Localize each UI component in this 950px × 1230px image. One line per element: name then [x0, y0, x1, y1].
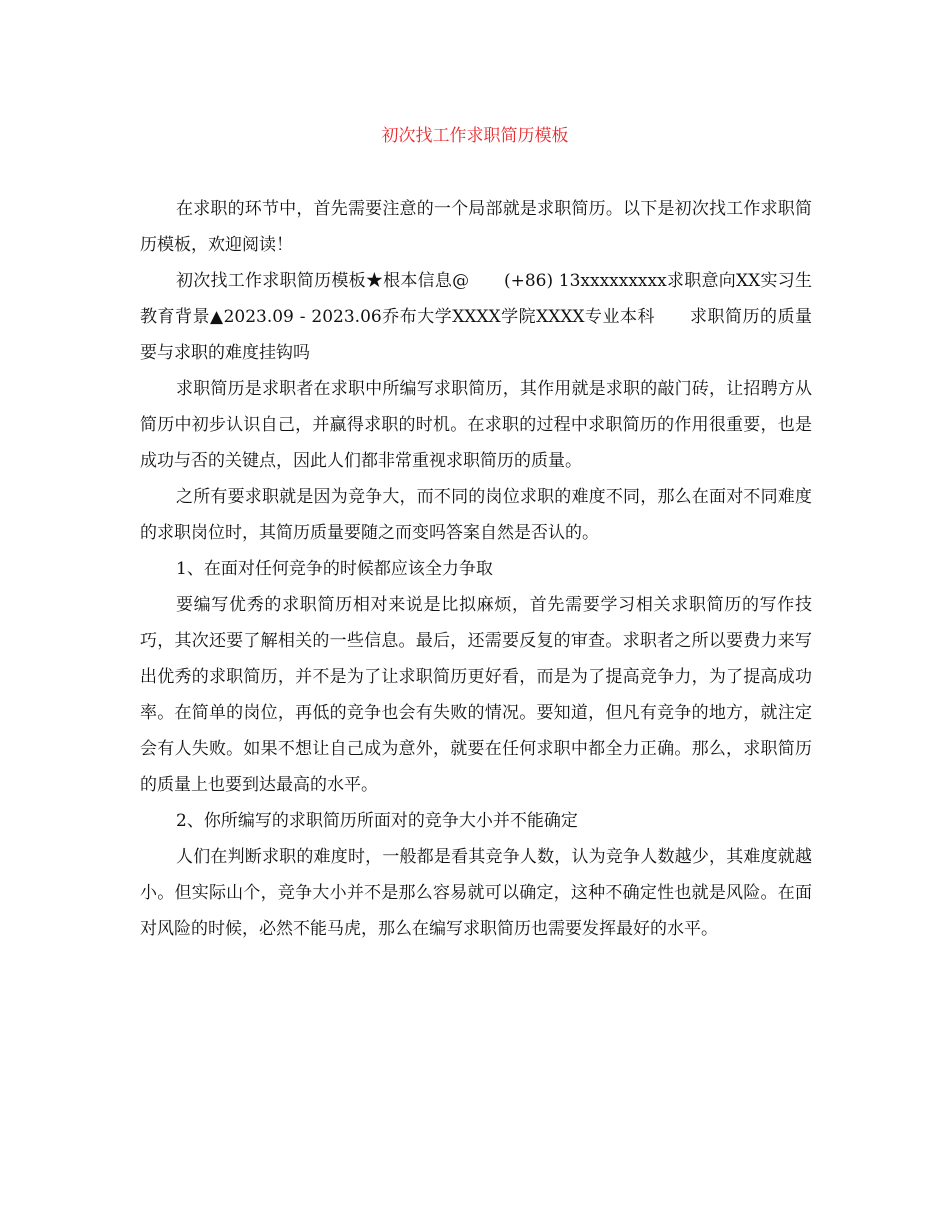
paragraph-intro: 在求职的环节中，首先需要注意的一个局部就是求职简历。以下是初次找工作求职简历模板，欢迎阅读！	[140, 199, 812, 255]
paragraph-section-1: 要编写优秀的求职简历相对来说是比拟麻烦，首先需要学习相关求职简历的写作技巧，其次还要了解相关的一些信息。最后，还需要反复的审查。求职者之所以要费力来写出优秀的求职简历，并不是为了让求职简历更好看，而是为了提高竞争力，为了提高成功率。在简单的岗位，再低的竞争也会有失败的情况。要知道，但凡有竞争的地方，就注定会有人失败。如果不想让自己成为意外，就要在任何求职中都全力正确。那么，求职简历的质量上也要到达最高的水平。	[140, 595, 812, 795]
paragraph-basic-info: 初次找工作求职简历模板★根本信息@ (+86) 13xxxxxxxxx求职意向XX实习生教育背景▲2023.09 - 2023.06乔布大学XXXX学院XXXX专业本科 求职简历的质量要与求职的难度挂钩吗	[140, 271, 812, 363]
paragraph-resume-role: 求职简历是求职者在求职中所编写求职简历，其作用就是求职的敲门砖，让招聘方从简历中初步认识自己，并赢得求职的时机。在求职的过程中求职简历的作用很重要，也是成功与否的关键点，因此人们都非常重视求职简历的质量。	[140, 379, 812, 471]
section-heading-2: 2、你所编写的求职简历所面对的竞争大小并不能确定	[176, 811, 578, 831]
section-heading-1: 1、在面对任何竞争的时候都应该全力争取	[176, 559, 493, 579]
paragraph-section-2: 人们在判断求职的难度时，一般都是看其竞争人数，认为竞争人数越少，其难度就越小。但实际山个，竞争大小并不是那么容易就可以确定，这种不确定性也就是风险。在面对风险的时候，必然不能马虎，那么在编写求职简历也需要发挥最好的水平。	[140, 847, 812, 939]
document-body	[140, 191, 812, 947]
document-title: 初次找工作求职简历模板	[381, 126, 569, 146]
paragraph-competition: 之所有要求职就是因为竞争大，而不同的岗位求职的难度不同，那么在面对不同难度的求职岗位时，其简历质量要随之而变吗答案自然是否认的。	[140, 487, 812, 543]
